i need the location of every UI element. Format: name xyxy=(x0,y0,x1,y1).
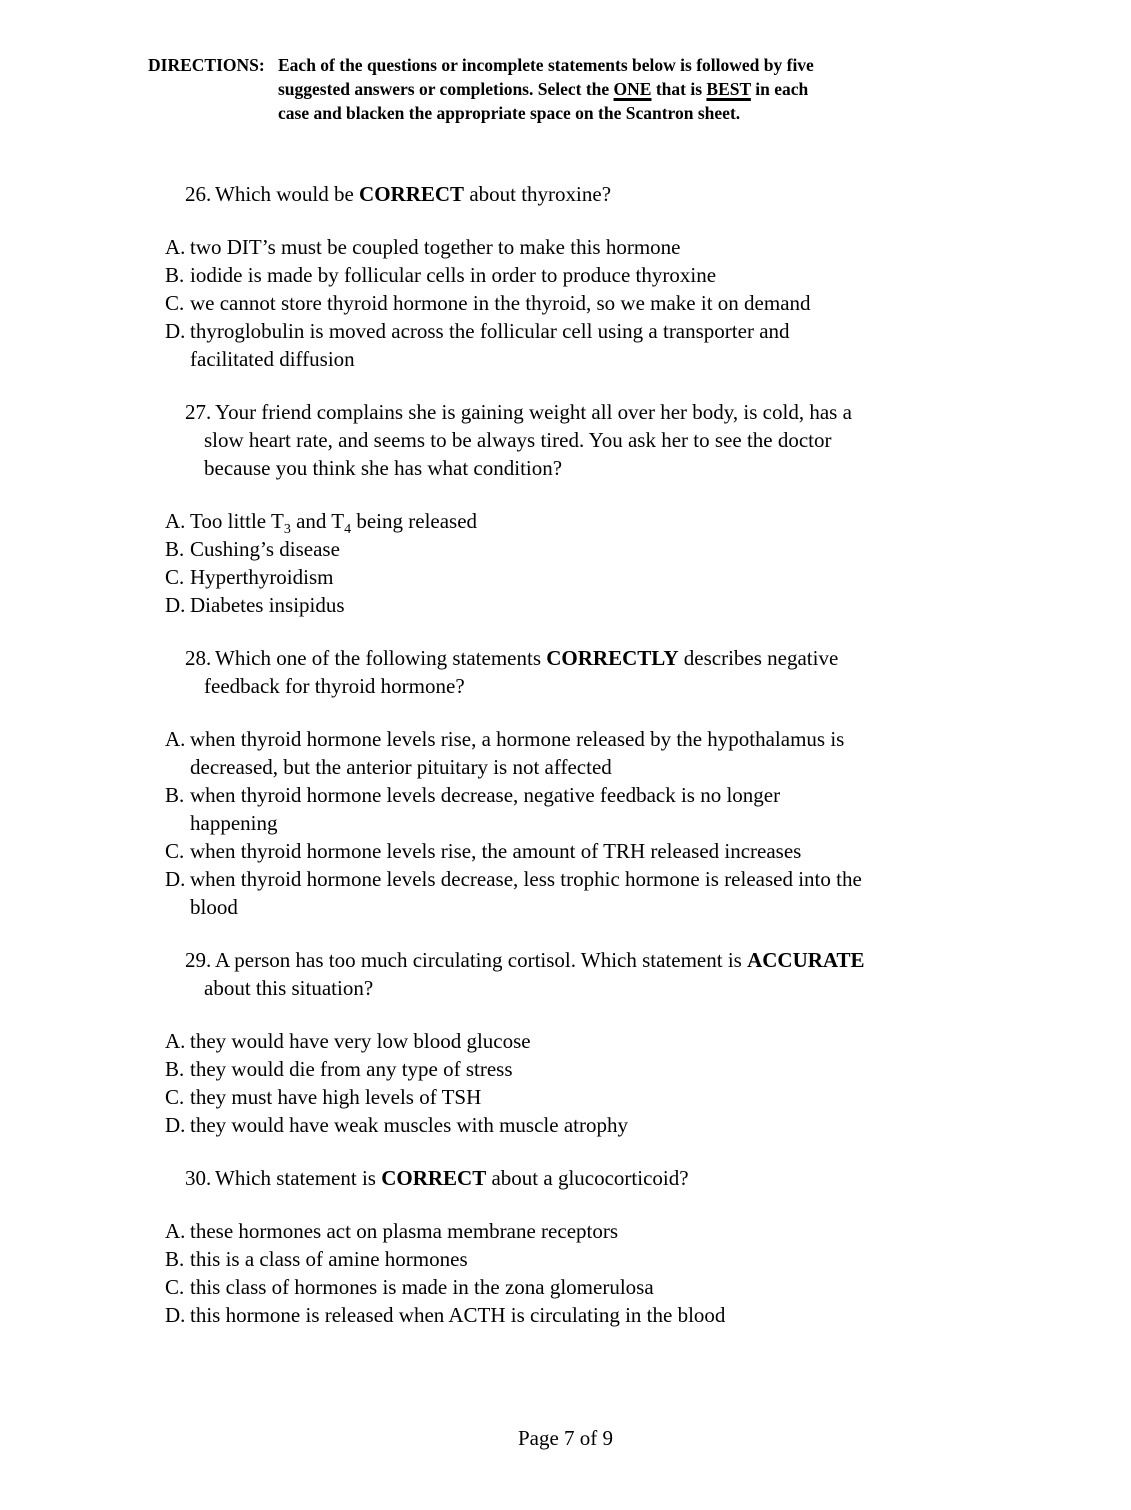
text-segment: Which would be xyxy=(215,182,360,206)
option-letter: C. xyxy=(165,1275,185,1299)
text-segment: A person has too much circulating cortisol. Which statement is xyxy=(215,948,748,972)
bold-text: CORRECT xyxy=(381,1166,487,1190)
text-segment: that is xyxy=(651,79,707,99)
answer-options xyxy=(165,1217,1131,1329)
question-block xyxy=(0,180,1131,373)
option-letter: D. xyxy=(165,593,186,617)
text-segment: slow heart rate, and seems to be always tired. You ask her to see the doctor xyxy=(204,428,832,452)
stem-line xyxy=(185,398,1131,426)
option-line: two DIT’s must be coupled together to make this hormone xyxy=(190,235,681,259)
question-block xyxy=(0,946,1131,1139)
option-line: this hormone is released when ACTH is circulating in the blood xyxy=(190,1303,726,1327)
option-line: when thyroid hormone levels decrease, less trophic hormone is released into the xyxy=(190,867,862,891)
option-letter: B. xyxy=(165,1057,185,1081)
option-line: this is a class of amine hormones xyxy=(190,1247,468,1271)
answer-option xyxy=(165,535,1131,563)
option-letter: D. xyxy=(165,319,186,343)
text-segment: suggested answers or completions. Select the xyxy=(278,79,614,99)
text-segment: Too little T xyxy=(190,509,284,533)
option-line: decreased, but the anterior pituitary is not affected xyxy=(190,755,612,779)
option-line: happening xyxy=(190,811,278,835)
option-text xyxy=(190,1055,513,1083)
option-line: Cushing’s disease xyxy=(190,537,340,561)
text-segment: Each of the questions or incomplete statements below is followed by five xyxy=(278,55,814,75)
option-text xyxy=(190,591,345,619)
option-text xyxy=(190,289,811,317)
option-line: when thyroid hormone levels rise, a hormone released by the hypothalamus is xyxy=(190,727,845,751)
option-line xyxy=(190,507,478,538)
answer-options xyxy=(165,507,1131,619)
question-stem xyxy=(185,180,1131,208)
option-letter: C. xyxy=(165,291,185,315)
option-line: Diabetes insipidus xyxy=(190,593,345,617)
text-segment: and T xyxy=(290,509,345,533)
option-text xyxy=(190,1245,468,1273)
bold-text: ACCURATE xyxy=(747,948,865,972)
option-line: when thyroid hormone levels rise, the amount of TRH released increases xyxy=(190,839,802,863)
answer-option xyxy=(165,1027,1131,1055)
question-block xyxy=(0,644,1131,921)
page-indicator: Page 7 of 9 xyxy=(517,1426,614,1450)
option-text xyxy=(190,1083,481,1111)
stem-line xyxy=(204,454,1131,482)
answer-option xyxy=(165,563,1131,591)
option-line: they would have weak muscles with muscle atrophy xyxy=(190,1113,628,1137)
text-segment: Which statement is xyxy=(215,1166,382,1190)
directions-line xyxy=(278,53,814,77)
bold-text: CORRECT xyxy=(359,182,465,206)
option-text xyxy=(190,865,862,921)
option-line: when thyroid hormone levels decrease, negative feedback is no longer xyxy=(190,783,781,807)
option-letter: B. xyxy=(165,537,185,561)
answer-option xyxy=(165,591,1131,619)
option-letter: A. xyxy=(165,727,186,751)
question-number: 29. xyxy=(185,948,212,972)
underlined-text: BEST xyxy=(706,79,751,99)
question-number: 26. xyxy=(185,182,212,206)
option-text xyxy=(190,507,478,538)
option-text xyxy=(190,1027,531,1055)
stem-line xyxy=(185,1164,1131,1192)
question-stem xyxy=(185,946,1131,1002)
question-stem xyxy=(185,644,1131,700)
stem-line xyxy=(185,644,1131,672)
option-line: blood xyxy=(190,895,238,919)
option-letter: D. xyxy=(165,1113,186,1137)
text-segment: Your friend complains she is gaining weight all over her body, is cold, has a xyxy=(215,400,852,424)
question-number: 28. xyxy=(185,646,212,670)
questions-container xyxy=(0,180,1131,1329)
option-text xyxy=(190,563,333,591)
stem-line xyxy=(204,426,1131,454)
option-letter: A. xyxy=(165,1029,186,1053)
answer-options xyxy=(165,1027,1131,1139)
answer-option xyxy=(165,261,1131,289)
option-line: they would die from any type of stress xyxy=(190,1057,513,1081)
page-footer xyxy=(0,1424,1131,1452)
option-text xyxy=(190,535,340,563)
text-segment: about a glucocorticoid? xyxy=(486,1166,689,1190)
underlined-text: ONE xyxy=(613,79,652,99)
text-segment: about this situation? xyxy=(204,976,374,1000)
answer-option xyxy=(165,865,1131,921)
stem-line xyxy=(204,672,1131,700)
option-line: these hormones act on plasma membrane receptors xyxy=(190,1219,619,1243)
option-text xyxy=(190,233,681,261)
text-segment: Which one of the following statements xyxy=(215,646,547,670)
directions-block xyxy=(148,53,1131,125)
answer-option xyxy=(165,233,1131,261)
option-line: they must have high levels of TSH xyxy=(190,1085,482,1109)
text-segment: being released xyxy=(351,509,478,533)
answer-option xyxy=(165,1301,1131,1329)
answer-option xyxy=(165,1111,1131,1139)
option-text xyxy=(190,317,790,373)
option-text xyxy=(190,261,716,289)
option-text xyxy=(190,1301,725,1329)
option-letter: A. xyxy=(165,509,186,533)
answer-option xyxy=(165,1217,1131,1245)
text-segment: in each xyxy=(750,79,809,99)
option-line: iodide is made by follicular cells in order to produce thyroxine xyxy=(190,263,717,287)
option-line: thyroglobulin is moved across the follicular cell using a transporter and xyxy=(190,319,790,343)
answer-option xyxy=(165,1245,1131,1273)
option-letter: A. xyxy=(165,1219,186,1243)
option-letter: C. xyxy=(165,839,185,863)
text-segment: describes negative xyxy=(678,646,839,670)
text-segment: feedback for thyroid hormone? xyxy=(204,674,465,698)
answer-option xyxy=(165,1055,1131,1083)
text-segment: 3 xyxy=(283,522,291,538)
option-text xyxy=(190,1273,654,1301)
option-letter: B. xyxy=(165,783,185,807)
option-letter: D. xyxy=(165,1303,186,1327)
answer-option xyxy=(165,1083,1131,1111)
directions-line xyxy=(278,77,814,101)
option-text xyxy=(190,725,844,781)
text-segment: 4 xyxy=(344,522,352,538)
answer-option xyxy=(165,507,1131,538)
option-text xyxy=(190,837,801,865)
option-letter: B. xyxy=(165,263,185,287)
option-line: Hyperthyroidism xyxy=(190,565,334,589)
option-line: we cannot store thyroid hormone in the thyroid, so we make it on demand xyxy=(190,291,811,315)
option-letter: D. xyxy=(165,867,186,891)
answer-options xyxy=(165,233,1131,373)
text-segment: case and blacken the appropriate space on the Scantron sheet. xyxy=(278,103,741,123)
answer-option xyxy=(165,725,1131,781)
directions-label: DIRECTIONS: xyxy=(148,55,265,75)
question-stem xyxy=(185,398,1131,482)
stem-line xyxy=(185,180,1131,208)
bold-text: CORRECTLY xyxy=(546,646,679,670)
question-block xyxy=(0,398,1131,619)
answer-option xyxy=(165,781,1131,837)
option-text xyxy=(190,1111,628,1139)
option-letter: C. xyxy=(165,565,185,589)
option-letter: A. xyxy=(165,235,186,259)
question-number: 30. xyxy=(185,1166,212,1190)
option-letter: B. xyxy=(165,1247,185,1271)
option-text xyxy=(190,1217,618,1245)
answer-option xyxy=(165,317,1131,373)
option-text xyxy=(190,781,780,837)
question-number: 27. xyxy=(185,400,212,424)
stem-line xyxy=(204,974,1131,1002)
option-letter: C. xyxy=(165,1085,185,1109)
answer-option xyxy=(165,289,1131,317)
text-segment: because you think she has what condition? xyxy=(204,456,563,480)
text-segment: about thyroxine? xyxy=(464,182,612,206)
question-stem xyxy=(185,1164,1131,1192)
option-line: facilitated diffusion xyxy=(190,347,355,371)
answer-option xyxy=(165,1273,1131,1301)
option-line: they would have very low blood glucose xyxy=(190,1029,531,1053)
directions-text xyxy=(278,53,814,125)
directions-line xyxy=(278,101,814,125)
option-line: this class of hormones is made in the zona glomerulosa xyxy=(190,1275,654,1299)
stem-line xyxy=(185,946,1131,974)
question-block xyxy=(0,1164,1131,1329)
answer-options xyxy=(165,725,1131,921)
answer-option xyxy=(165,837,1131,865)
